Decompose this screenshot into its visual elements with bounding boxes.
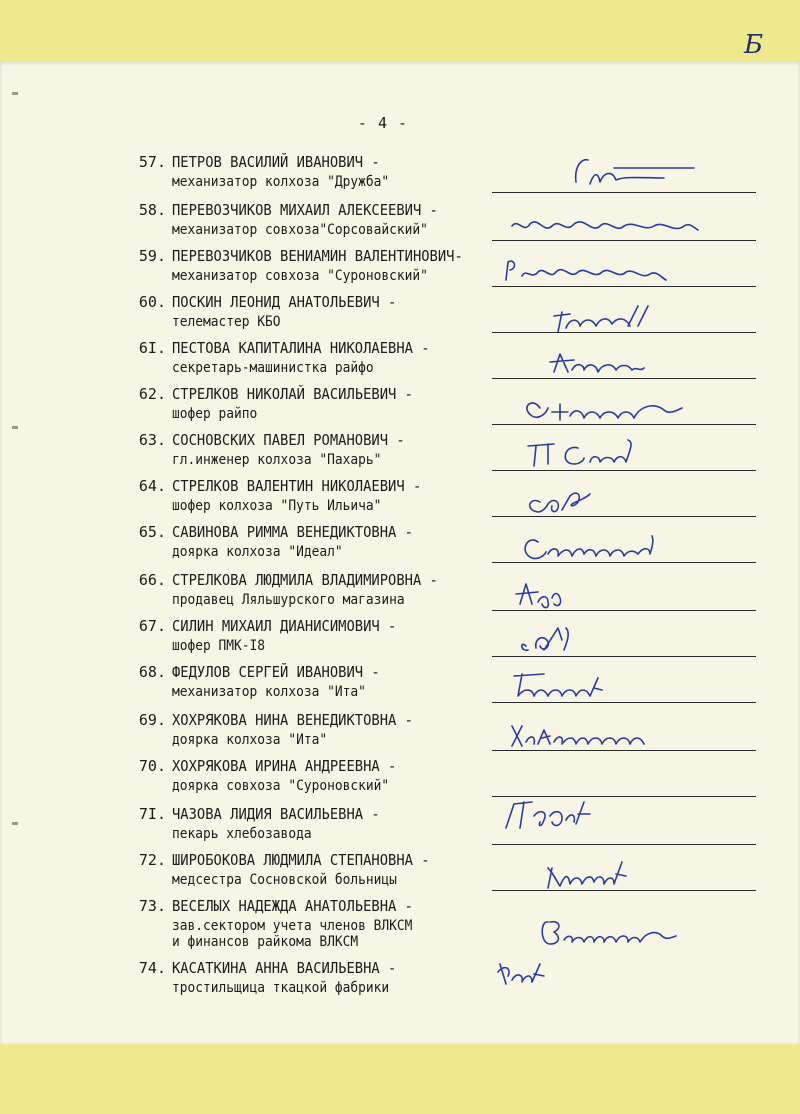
- signature: [504, 526, 744, 566]
- entry-role: механизатор совхоза"Сорсовайский": [172, 222, 428, 238]
- signature: [504, 914, 744, 954]
- page-number: - 4 -: [357, 114, 409, 132]
- signature-line: [492, 516, 756, 517]
- signature: [504, 204, 744, 244]
- entry-number: 64.: [138, 477, 166, 495]
- entry-number: 57.: [138, 153, 166, 171]
- signature-line: [492, 286, 756, 287]
- entry-role: медсестра Сосновской больницы: [172, 872, 397, 888]
- signature-line: [492, 192, 756, 193]
- entry-role: секретарь-машинистка райфо: [172, 360, 374, 376]
- entry-name: СТРЕЛКОВ ВАЛЕНТИН НИКОЛАЕВИЧ -: [172, 477, 422, 495]
- entry-name: СИЛИН МИХАИЛ ДИАНИСИМОВИЧ -: [172, 617, 397, 635]
- entry-name: ПЕСТОВА КАПИТАЛИНА НИКОЛАЕВНА -: [172, 339, 430, 357]
- list-entry: [0, 430, 800, 478]
- signature-line: [492, 656, 756, 657]
- signature-line: [492, 890, 756, 891]
- entry-role: механизатор колхоза "Ита": [172, 684, 366, 700]
- list-entry: [0, 616, 800, 664]
- signature-line: [492, 610, 756, 611]
- entry-number: 59.: [138, 247, 166, 265]
- entry-role: шофер райпо: [172, 406, 258, 422]
- entry-number: 7I.: [138, 805, 166, 823]
- entry-number: 62.: [138, 385, 166, 403]
- signature: [504, 388, 744, 428]
- entry-role: доярка колхоза "Идеал": [172, 544, 343, 560]
- entry-role: шофер ПМК-I8: [172, 638, 266, 654]
- list-entry: [0, 570, 800, 618]
- signature-line: [492, 844, 756, 845]
- list-entry: [0, 476, 800, 524]
- entry-role: доярка совхоза "Суроновский": [172, 778, 390, 794]
- entry-role: механизатор совхоза "Суроновский": [172, 268, 428, 284]
- signature: [504, 296, 744, 336]
- entry-name: СОСНОВСКИХ ПАВЕЛ РОМАНОВИЧ -: [172, 431, 405, 449]
- list-entry: [0, 200, 800, 248]
- punch-hole-mark: [12, 92, 18, 95]
- signature: [504, 854, 744, 894]
- entry-role: телемастер КБО: [172, 314, 281, 330]
- list-entry: [0, 246, 800, 294]
- handwritten-corner-mark: Б: [744, 30, 764, 60]
- entry-name: ШИРОБОКОВА ЛЮДМИЛА СТЕПАНОВНА -: [172, 851, 430, 869]
- scan-top-band: [0, 0, 800, 64]
- entry-name: ПЕРЕВОЗЧИКОВ МИХАИЛ АЛЕКСЕЕВИЧ -: [172, 201, 438, 219]
- list-entry: [0, 958, 800, 1006]
- entry-number: 74.: [138, 959, 166, 977]
- entry-role: доярка колхоза "Ита": [172, 732, 328, 748]
- entry-role: зав.сектором учета членов ВЛКСМ и финансов райкома ВЛКСМ: [172, 918, 413, 950]
- entry-role: пекарь хлебозавода: [172, 826, 312, 842]
- entry-role: гл.инженер колхоза "Пахарь": [172, 452, 382, 468]
- entry-number: 65.: [138, 523, 166, 541]
- entry-number: 60.: [138, 293, 166, 311]
- entry-number: 72.: [138, 851, 166, 869]
- entry-role: шофер колхоза "Путь Ильича": [172, 498, 382, 514]
- list-entry: [0, 292, 800, 340]
- signature: [504, 714, 744, 754]
- entry-name: САВИНОВА РИММА ВЕНЕДИКТОВНА -: [172, 523, 413, 541]
- signature: [504, 666, 744, 706]
- entry-role: тростильщица ткацкой фабрики: [172, 980, 390, 996]
- entry-number: 63.: [138, 431, 166, 449]
- entry-number: 70.: [138, 757, 166, 775]
- entry-name: ХОХРЯКОВА ИРИНА АНДРЕЕВНА -: [172, 757, 397, 775]
- entry-name: СТРЕЛКОВ НИКОЛАЙ ВАСИЛЬЕВИЧ -: [172, 385, 413, 403]
- signature-line: [492, 702, 756, 703]
- list-entry: [0, 804, 800, 852]
- entry-number: 73.: [138, 897, 166, 915]
- entry-name: ПОСКИН ЛЕОНИД АНАТОЛЬЕВИЧ -: [172, 293, 397, 311]
- list-entry: [0, 338, 800, 386]
- entry-role: продавец Ляльшурского магазина: [172, 592, 405, 608]
- signature-line: [492, 240, 756, 241]
- signature: [496, 956, 736, 996]
- list-entry: [0, 710, 800, 758]
- scan-bottom-band: [0, 1044, 800, 1114]
- signature-line: [492, 562, 756, 563]
- signature: [504, 154, 744, 194]
- signature-line: [492, 424, 756, 425]
- entry-number: 66.: [138, 571, 166, 589]
- signature: [504, 434, 744, 474]
- signature-line: [492, 750, 756, 751]
- entry-name: ПЕРЕВОЗЧИКОВ ВЕНИАМИН ВАЛЕНТИНОВИЧ-: [172, 247, 463, 265]
- list-entry: [0, 662, 800, 710]
- entry-number: 69.: [138, 711, 166, 729]
- signature: [504, 620, 744, 660]
- entry-name: ПЕТРОВ ВАСИЛИЙ ИВАНОВИЧ -: [172, 153, 380, 171]
- entry-name: ЧАЗОВА ЛИДИЯ ВАСИЛЬЕВНА -: [172, 805, 380, 823]
- entry-name: ВЕСЕЛЫХ НАДЕЖДА АНАТОЛЬЕВНА -: [172, 897, 413, 915]
- entry-name: ХОХРЯКОВА НИНА ВЕНЕДИКТОВНА -: [172, 711, 413, 729]
- signature: [504, 342, 744, 382]
- signature-line: [492, 470, 756, 471]
- signature: [504, 250, 744, 290]
- list-entry: [0, 384, 800, 432]
- entry-name: КАСАТКИНА АННА ВАСИЛЬЕВНА -: [172, 959, 397, 977]
- signature: [504, 794, 744, 834]
- entry-number: 58.: [138, 201, 166, 219]
- list-entry: [0, 896, 800, 950]
- list-entry: [0, 152, 800, 200]
- entry-number: 68.: [138, 663, 166, 681]
- signature: [504, 480, 744, 520]
- signature: [504, 574, 744, 614]
- signature-line: [492, 332, 756, 333]
- entry-number: 67.: [138, 617, 166, 635]
- signature-line: [492, 378, 756, 379]
- entry-name: СТРЕЛКОВА ЛЮДМИЛА ВЛАДИМИРОВНА -: [172, 571, 438, 589]
- entry-role: механизатор колхоза "Дружба": [172, 174, 390, 190]
- entry-name: ФЕДУЛОВ СЕРГЕЙ ИВАНОВИЧ -: [172, 663, 380, 681]
- list-entry: [0, 850, 800, 898]
- entry-number: 6I.: [138, 339, 166, 357]
- list-entry: [0, 522, 800, 570]
